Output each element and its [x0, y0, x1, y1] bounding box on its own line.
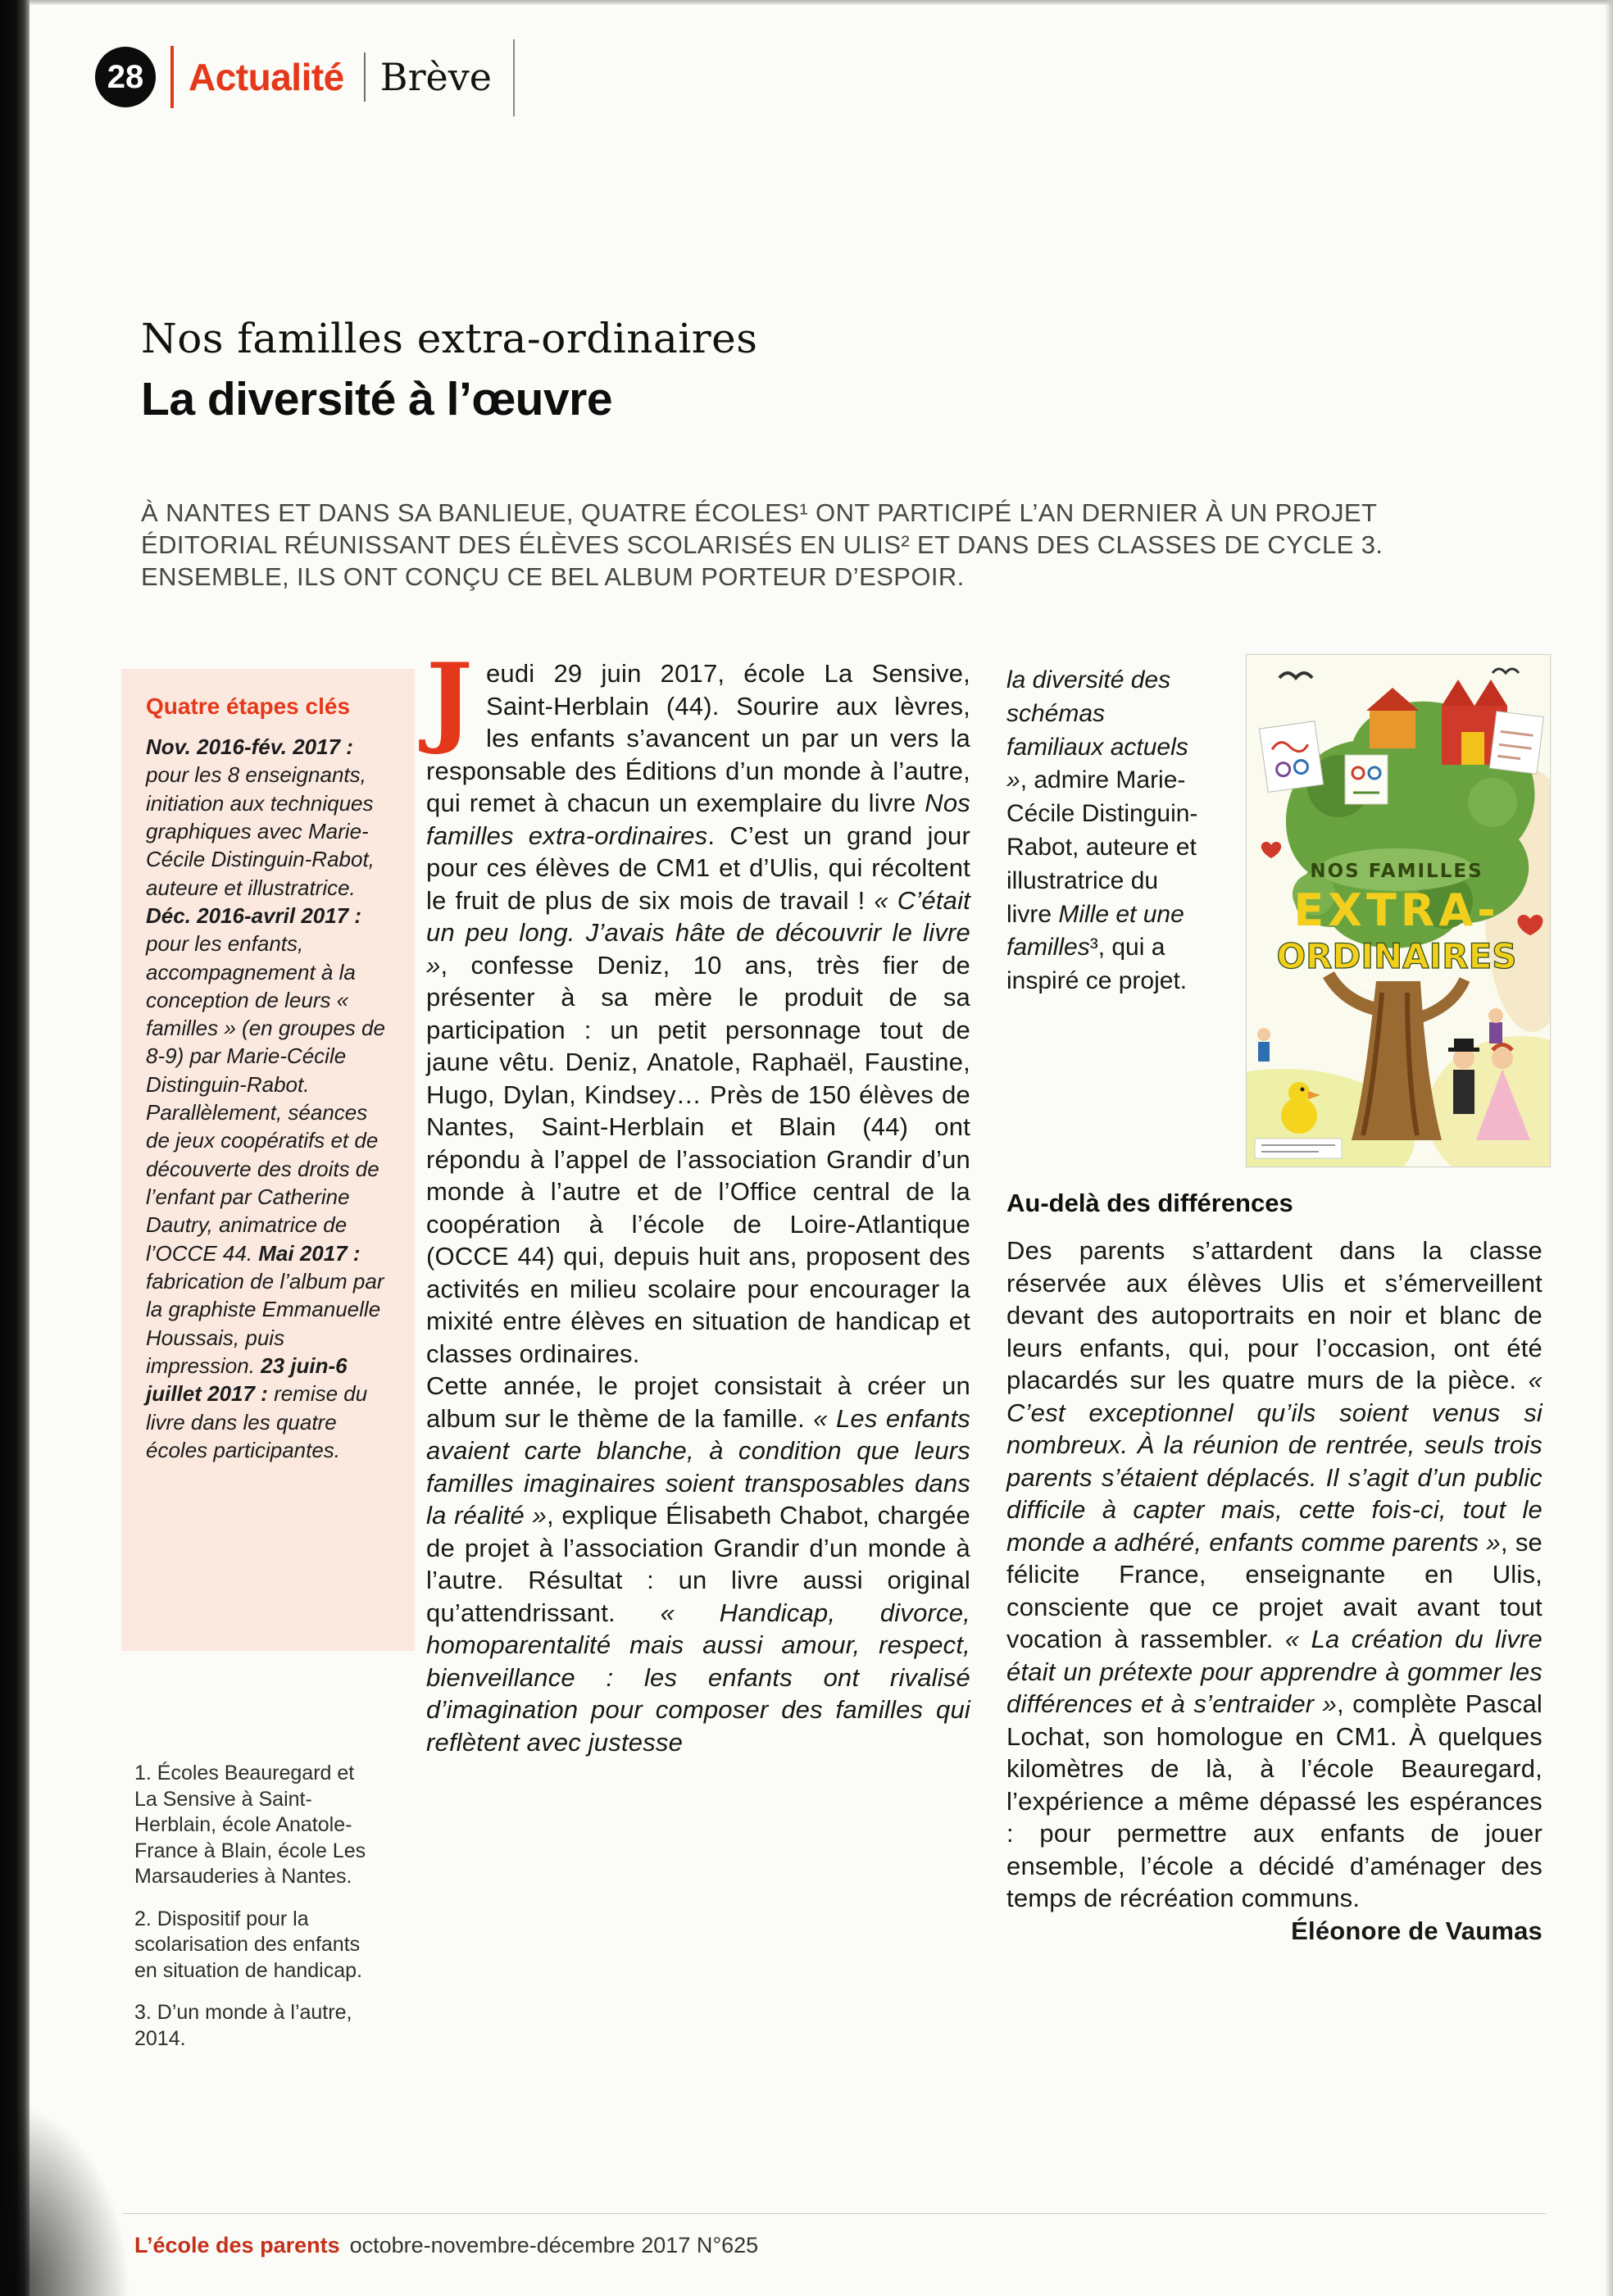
article-title: La diversité à l’œuvre: [141, 373, 613, 425]
subsection-label: Brève: [379, 55, 492, 99]
sidebar-entry-text: pour les 8 enseignants, initiation aux techniques graphiques avec Marie-Cécile Distinguin-Rabot, auteure et illustratrice.: [146, 762, 375, 900]
sidebar-entry-date: Nov. 2016-fév. 2017 :: [146, 734, 353, 759]
book-title-line1: NOS FAMILLES: [1310, 861, 1484, 882]
sidebar-key-steps: [121, 669, 415, 1651]
sidebar-entry-text: pour les enfants, accompagnement à la conception de leurs « familles » (en groupes de 8-9) par Marie-Cécile Distinguin-Rabot. Parallèlement, séances de jeux coopératifs et de découverte des droits de l’enfant par Catherine Dautry, animatrice de l’OCCE 44.: [146, 931, 385, 1266]
scan-edge-left: [0, 0, 30, 2296]
footnote-3: 3. D’un monde à l’autre, 2014.: [134, 2001, 352, 2050]
child-figure: [1257, 1028, 1270, 1062]
book-title-line2: EXTRA-: [1293, 884, 1500, 936]
section-heading: Au-delà des différences: [1006, 1189, 1293, 1217]
header-divider-gray: [364, 52, 366, 102]
scan-edge-right: [1605, 0, 1613, 2296]
header-divider-end: [513, 39, 515, 116]
footnote-2: 2. Dispositif pour la scolarisation des enfants en situation de handicap.: [134, 1907, 362, 1982]
article-kicker: Nos familles extra-ordinaires: [141, 315, 758, 362]
polaroid-right: [1489, 712, 1543, 775]
page-footer: [134, 2233, 758, 2258]
polaroid-center: [1345, 755, 1388, 804]
article-title-block: [141, 315, 757, 426]
page-number-badge: 28: [95, 47, 156, 107]
foliage-light: [1468, 778, 1517, 827]
sidebar-entry-text: remise du livre dans les quatre écoles participantes.: [146, 1381, 368, 1462]
article-paragraph-1: Jeudi 29 juin 2017, école La Sensive, Saint-Herblain (44). Sourire aux lèvres, les enfants s’avancent un par un vers la responsable des Éditions d’un monde à l’autre, qui remet à chacun un exemplaire du livre Nos familles extra-ordinaires. C’est un grand jour pour ces élèves de CM1 et d’Ulis, qui récoltent le fruit de plus de six mois de travail ! « C’était un peu long. J’avais hâte de découvrir le livre », confesse Deniz, 10 ans, très fier de présenter à sa mère le produit de sa participation : un petit personnage tout de jaune vêtu. Deniz, Anatole, Raphaël, Faustine, Hugo, Dylan, Kindsey… Près de 150 élèves de Nantes, Saint-Herblain et Blain (44) ont répondu à l’appel de l’association Grandir d’un monde à l’autre et de l’Office central de la coopération à l’école de Loire-Atlantique (OCCE 44) qui, depuis huit ans, proposent des activités en milieu scolaire pour encourager la mixité entre élèves en situation de handicap et classes ordinaires.: [426, 642, 970, 1368]
sidebar-entry-date: Déc. 2016-avril 2017 :: [146, 902, 362, 928]
page-header: [95, 38, 529, 116]
polaroid-left: [1259, 721, 1323, 793]
publisher-label: [1255, 1139, 1342, 1158]
scan-corner-curl: [0, 2099, 131, 2296]
sidebar-entry-date: 23 juin-6 juillet 2017 :: [146, 1353, 348, 1407]
footnotes: [134, 1761, 380, 2068]
book-title-line3: ORDINAIRES: [1276, 936, 1517, 976]
child-figure: [1488, 1008, 1503, 1043]
sidebar-entry-text: fabrication de l’album par la graphiste Emmanuelle Houssais, puis impression.: [146, 1268, 384, 1378]
book-cover-illustration: [1247, 655, 1550, 1166]
sidebar-title: Quatre étapes clés: [146, 693, 351, 719]
header-divider-red: [170, 46, 174, 108]
article-standfirst: À NANTES ET DANS SA BANLIEUE, QUATRE ÉCOLES¹ ONT PARTICIPÉ L’AN DERNIER À UN PROJET ÉDITORIAL RÉUNISSANT DES ÉLÈVES SCOLARISÉS EN ULIS² ET DANS DES CLASSES DE CYCLE 3. ENSEMBLE, ILS ONT CONÇU CE BEL ALBUM PORTEUR D’ESPOIR.: [141, 498, 1384, 592]
footer-rule: [123, 2213, 1546, 2214]
sidebar-entry: [146, 733, 395, 1464]
drop-cap: J: [426, 642, 473, 757]
magazine-name: L’école des parents: [134, 2233, 340, 2257]
article-paragraph-2: Cette année, le projet consistait à créer un album sur le thème de la famille. « Les enfants avaient carte blanche, à condition que leurs familles imaginaires soient transposables dans la réalité », explique Élisabeth Chabot, chargée de projet à l’association Grandir d’un monde à l’autre. Résultat : un livre aussi original qu’attendrissant. « Handicap, divorce, homoparentalité mais aussi amour, respect, bienveillance : les enfants ont rivalisé d’imagination pour composer des familles qui reflètent avec justesse: [426, 1371, 970, 1757]
book-cover-photo: [1246, 654, 1551, 1167]
footnote-1: 1. Écoles Beauregard et La Sensive à Saint-Herblain, école Anatole-France à Blain, école Les Marsauderies à Nantes.: [134, 1762, 366, 1888]
scan-edge-top: [30, 0, 1613, 5]
sidebar-entry-date: Mai 2017 :: [258, 1240, 361, 1266]
issue-info: octobre-novembre-décembre 2017 N°625: [349, 2233, 759, 2257]
article-column-right-body: Des parents s’attardent dans la classe réservée aux élèves Ulis et s’émerveillent devant des autoportraits en noir et blanc de leurs enfants, qui, pour l’occasion, ont été placardés sur les quatre murs de la pièce. « C’est exceptionnel qu’ils soient venus si nombreux. À la réunion de rentrée, seuls trois parents s’étaient déplacés. Il s’agit d’un public difficile à capter mais, cette fois-ci, tout le monde a adhéré, enfants comme parents », se félicite France, enseignante en Ulis, consciente que ce projet avait avant tout vocation à rassembler. « La création du livre était un prétexte pour apprendre à gommer les différences et à s’entraider », complète Pascal Lochat, son homologue en CM1. À quelques kilomètres de là, à l’école Beauregard, l’expérience a même dépassé les espérances : pour permettre aux enfants de jouer ensemble, l’école a décidé d’aménager des temps de récréation communs. Éléonore de Vaumas: [1006, 1236, 1543, 1945]
article-column-main: [426, 642, 970, 1758]
section-label: Actualité: [189, 56, 344, 98]
article-column-right-top: la diversité des schémas familiaux actuels », admire Marie-Cécile Distinguin-Rabot, auteure et illustratrice du livre Mille et une familles³, qui a inspiré ce projet.: [1006, 666, 1198, 995]
